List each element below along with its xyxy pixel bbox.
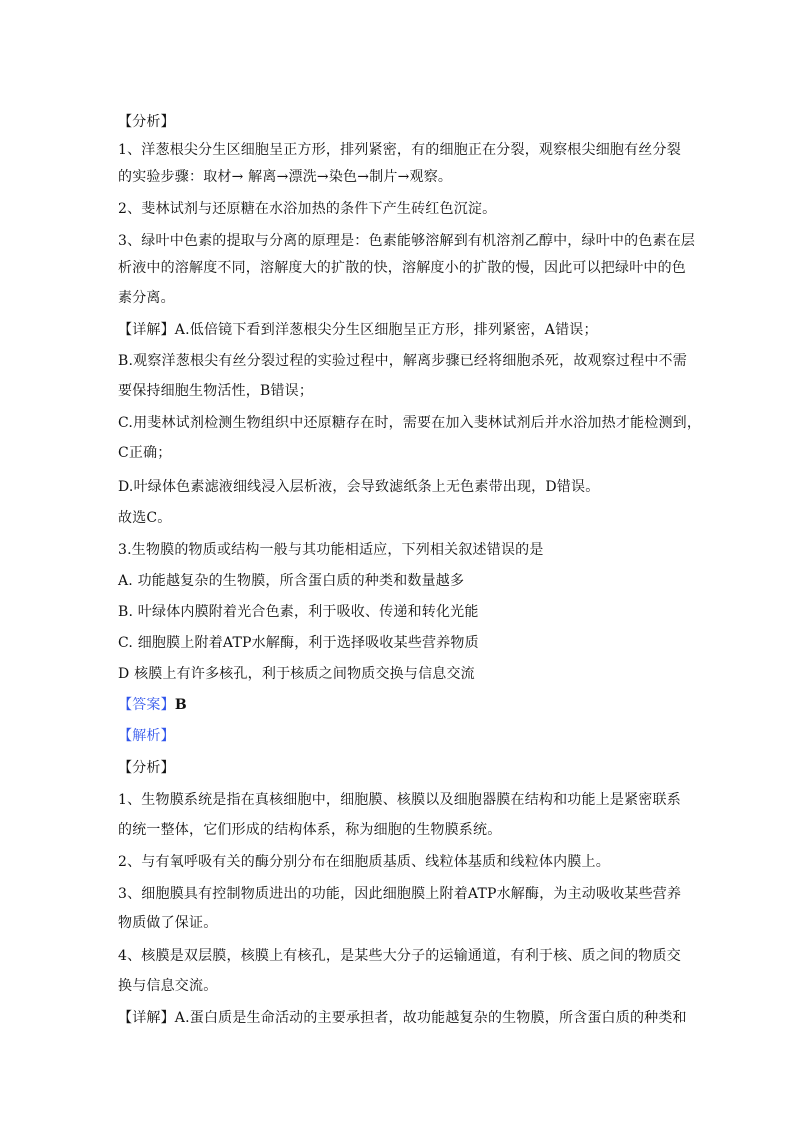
answer-label: 【答案】 — [118, 697, 175, 713]
text-line: 素分离。 — [118, 290, 175, 306]
heading-analysis-2: 【分析】 — [118, 760, 175, 776]
text-line: 1、洋葱根尖分生区细胞呈正方形，排列紧密，有的细胞正在分裂，观察根尖细胞有丝分裂 — [118, 142, 681, 158]
text-line: 的实验步骤：取材→ 解离→漂洗→染色→制片→观察。 — [118, 169, 453, 185]
option-a: A. 功能越复杂的生物膜，所含蛋白质的种类和数量越多 — [118, 573, 465, 589]
text-line: 换与信息交流。 — [118, 978, 218, 994]
text-line: C正确； — [118, 445, 172, 461]
text-line: C.用斐林试剂检测生物组织中还原糖存在时，需要在加入斐林试剂后并水浴加热才能检测到， — [118, 415, 702, 431]
text-line: 【详解】A.低倍镜下看到洋葱根尖分生区细胞呈正方形，排列紧密，A错误； — [118, 322, 598, 338]
text-line: 1、生物膜系统是指在真核细胞中，细胞膜、核膜以及细胞器膜在结构和功能上是紧密联系 — [118, 792, 681, 808]
heading-analysis: 【分析】 — [118, 114, 175, 130]
text-line: 析液中的溶解度不同，溶解度大的扩散的快，溶解度小的扩散的慢，因此可以把绿叶中的色 — [118, 260, 686, 276]
text-line: 故选C。 — [118, 510, 172, 526]
answer-line — [118, 695, 187, 715]
question-stem: 3.生物膜的物质或结构一般与其功能相适应，下列相关叙述错误的是 — [118, 542, 544, 558]
text-line: 的统一整体，它们形成的结构体系，称为细胞的生物膜系统。 — [118, 822, 502, 838]
option-b: B. 叶绿体内膜附着光合色素，利于吸收、传递和转化光能 — [118, 604, 479, 620]
text-line: 【详解】A.蛋白质是生命活动的主要承担者，故功能越复杂的生物膜，所含蛋白质的种类和 — [118, 1010, 687, 1026]
text-line: 物质做了保证。 — [118, 915, 218, 931]
option-d: D 核膜上有许多核孔，利于核质之间物质交换与信息交流 — [118, 666, 475, 682]
text-line: 2、斐林试剂与还原糖在水浴加热的条件下产生砖红色沉淀。 — [118, 201, 497, 217]
text-line: 要保持细胞生物活性，B错误； — [118, 383, 314, 399]
text-line: B.观察洋葱根尖有丝分裂过程的实验过程中，解离步骤已经将细胞杀死，故观察过程中不需 — [118, 353, 687, 369]
analysis-label: 【解析】 — [118, 728, 175, 744]
text-line: 2、与有氧呼吸有关的酶分别分布在细胞质基质、线粒体基质和线粒体内膜上。 — [118, 854, 610, 870]
option-c: C. 细胞膜上附着ATP水解酶，利于选择吸收某些营养物质 — [118, 635, 479, 651]
text-line: 4、核膜是双层膜，核膜上有核孔，是某些大分子的运输通道，有利于核、质之间的物质交 — [118, 948, 681, 964]
text-line: 3、细胞膜具有控制物质进出的功能，因此细胞膜上附着ATP水解酶，为主动吸收某些营养 — [118, 886, 682, 902]
text-line: D.叶绿体色素滤液细线浸入层析液，会导致滤纸条上无色素带出现，D错误。 — [118, 479, 600, 495]
text-line: 3、绿叶中色素的提取与分离的原理是：色素能够溶解到有机溶剂乙醇中，绿叶中的色素在层 — [118, 233, 696, 249]
answer-value: B — [174, 697, 187, 713]
